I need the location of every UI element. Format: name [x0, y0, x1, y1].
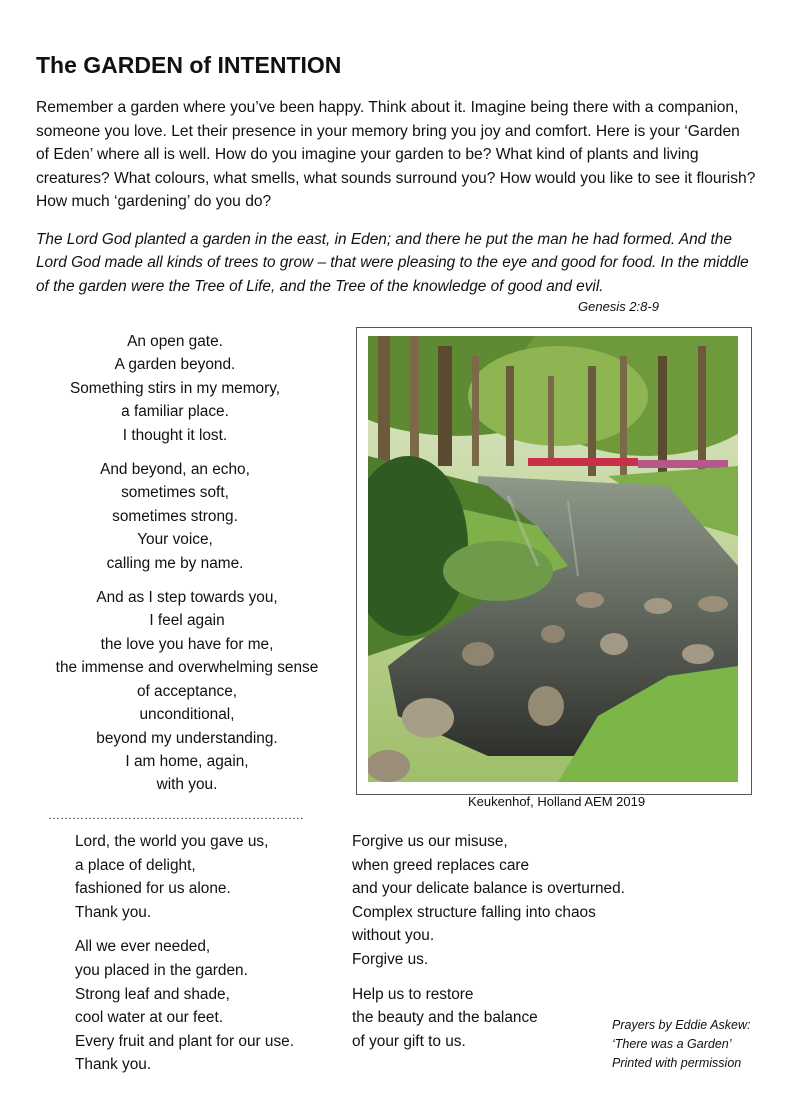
poem-stanza-1	[36, 330, 314, 447]
prayer-line: Thank you.	[75, 1056, 152, 1074]
poem-line: Your voice,	[137, 531, 213, 549]
poem-stanza-2	[36, 458, 314, 575]
poem-line: I am home, again,	[125, 752, 249, 770]
intro-paragraph: Remember a garden where you’ve been happy. Think about it. Imagine being there with a companion, someone you love. Let their presence in your memory bring you joy and comfort. Here is your ‘Garden of Eden’ where all is well. How do you imagine your garden to be? What kind of plants and living creatures? What colours, what smells, what sounds surround you? How would you like to see it flourish? How much ‘gardening’ do you do?	[36, 99, 756, 210]
prayer-stanza	[75, 935, 355, 1077]
prayer-line: you placed in the garden.	[75, 961, 248, 979]
poem	[36, 330, 319, 808]
poem-stanza-3	[32, 586, 342, 797]
prayer-line: Complex structure falling into chaos	[352, 903, 596, 921]
credit-line: Prayers by Eddie Askew:	[612, 1018, 751, 1032]
prayer-line: All we ever needed,	[75, 938, 211, 956]
poem-line: the love you have for me,	[100, 635, 274, 653]
poem-line: calling me by name.	[106, 554, 244, 572]
prayer-line: cool water at our feet.	[75, 1009, 223, 1027]
poem-line: And beyond, an echo,	[100, 461, 250, 479]
poem-line: sometimes strong.	[112, 507, 238, 525]
prayer-line: fashioned for us alone.	[75, 880, 231, 898]
prayer-line: Every fruit and plant for our use.	[75, 1032, 295, 1050]
garden-photo	[368, 336, 738, 782]
prayer-line: the beauty and the balance	[352, 1009, 538, 1027]
poem-line: a familiar place.	[121, 403, 229, 421]
poem-line: And as I step towards you,	[96, 589, 278, 607]
prayer-stanza	[75, 830, 355, 924]
prayer-line: a place of delight,	[75, 856, 196, 874]
poem-line: sometimes soft,	[121, 484, 229, 502]
prayer-line: of your gift to us.	[352, 1032, 466, 1050]
page-title: The GARDEN of INTENTION	[36, 52, 342, 78]
prayer-left	[75, 830, 355, 1088]
prayer-line: Thank you.	[75, 903, 152, 921]
prayer-line: and your delicate balance is overturned.	[352, 880, 625, 898]
poem-line: beyond my understanding.	[96, 729, 278, 747]
garden-photo-frame	[356, 327, 752, 795]
poem-line: with you.	[156, 776, 218, 794]
prayer-line: Help us to restore	[352, 985, 474, 1003]
poem-line: unconditional,	[139, 706, 235, 724]
poem-line: of acceptance,	[136, 682, 238, 700]
poem-line: Something stirs in my memory,	[69, 379, 281, 397]
credit-line: ‘There was a Garden’	[612, 1037, 732, 1051]
prayer-stanza	[352, 830, 682, 972]
prayer-line: Strong leaf and shade,	[75, 985, 230, 1003]
poem-line: A garden beyond.	[114, 356, 236, 374]
prayer-line: Forgive us our misuse,	[352, 833, 508, 850]
poem-line: I thought it lost.	[122, 426, 228, 444]
poem-line: I feel again	[149, 612, 225, 630]
poem-line: the immense and overwhelming sense	[55, 659, 319, 677]
prayer-line: without you.	[352, 927, 435, 945]
poem-line: An open gate.	[127, 333, 223, 350]
scripture-quote: The Lord God planted a garden in the east, in Eden; and there he put the man he had formed. And the Lord God made all kinds of trees to grow – that were pleasing to the eye and good for food. In the middle of the garden were the Tree of Life, and the Tree of the knowledge of good and evil.	[36, 231, 749, 295]
scripture-reference: Genesis 2:8-9	[578, 299, 659, 314]
prayer-line: Lord, the world you gave us,	[75, 833, 269, 850]
photo-caption: Keukenhof, Holland AEM 2019	[468, 794, 646, 809]
prayer-line: Forgive us.	[352, 950, 429, 968]
credit-line: Printed with permission	[612, 1056, 742, 1070]
credit-note	[612, 1016, 750, 1073]
dotted-separator: ……………………………………………………….	[48, 808, 304, 822]
prayer-line: when greed replaces care	[352, 856, 530, 874]
